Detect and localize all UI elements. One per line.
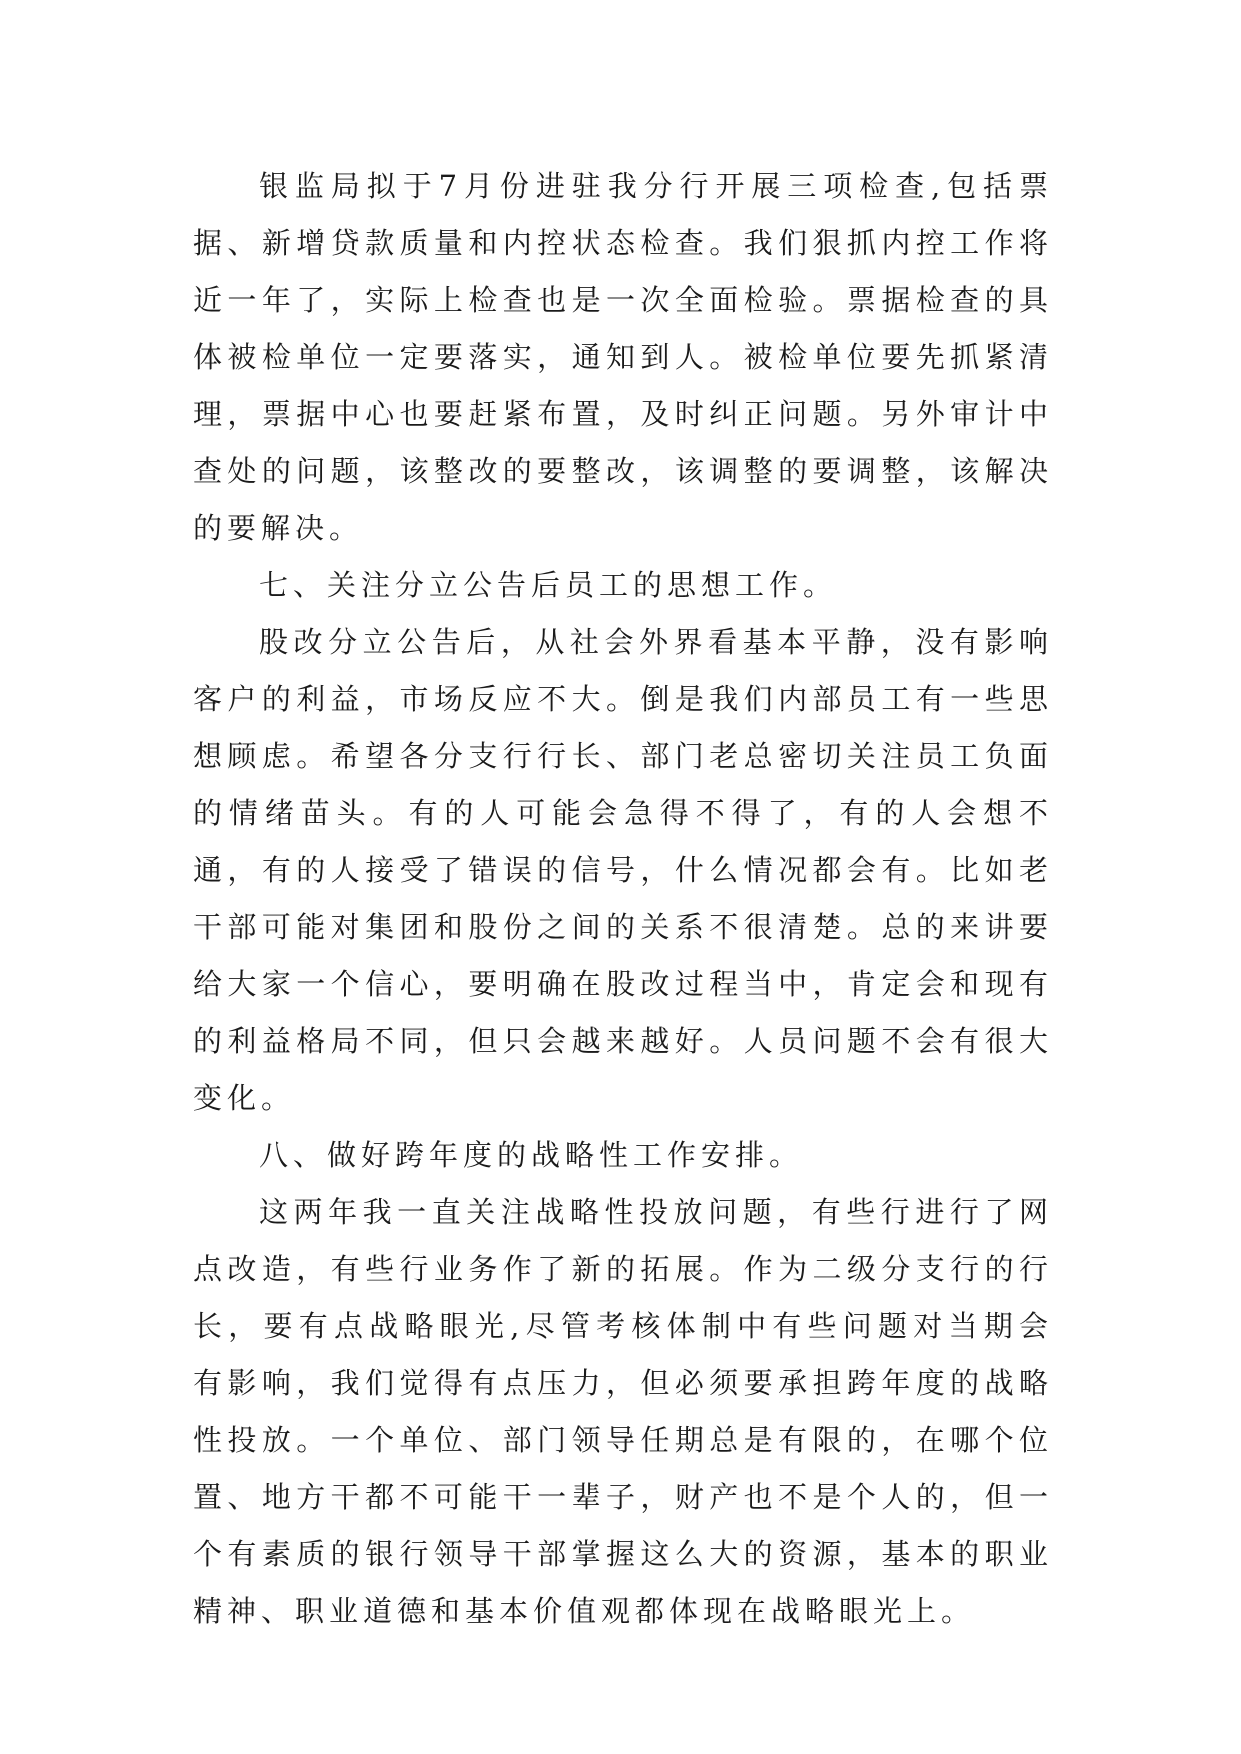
paragraph-strategic-planning: 这两年我一直关注战略性投放问题，有些行进行了网点改造，有些行业务作了新的拓展。作为二级分支行的行长，要有点战略眼光,尽管考核体制中有些问题对当期会有影响，我们觉得有点压力，但必须要承担跨年度的战略性投放。一个单位、部门领导任期总是有限的，在哪个位置、地方干都不可能干一辈子，财产也不是个人的，但一个有素质的银行领导干部掌握这么大的资源，基本的职业精神、职业道德和基本价值观都体现在战略眼光上。 — [193, 1195, 1053, 1628]
paragraph-inspection: 银监局拟于7月份进驻我分行开展三项检查,包括票据、新增贷款质量和内控状态检查。我们狠抓内控工作将近一年了，实际上检查也是一次全面检验。票据检查的具体被检单位一定要落实，通知到人。被检单位要先抓紧清理，票据中心也要赶紧布置，及时纠正问题。另外审计中查处的问题，该整改的要整改，该调整的要调整，该解决的要解决。 — [193, 169, 1053, 545]
section-heading-eight: 八、做好跨年度的战略性工作安排。 — [259, 1138, 804, 1172]
document-body — [193, 158, 1053, 1640]
paragraph-employee-thinking: 股改分立公告后，从社会外界看基本平静，没有影响客户的利益，市场反应不大。倒是我们内部员工有一些思想顾虑。希望各分支行行长、部门老总密切关注员工负面的情绪苗头。有的人可能会急得不得了，有的人会想不通，有的人接受了错误的信号，什么情况都会有。比如老干部可能对集团和股份之间的关系不很清楚。总的来讲要给大家一个信心，要明确在股改过程当中，肯定会和现有的利益格局不同，但只会越来越好。人员问题不会有很大变化。 — [193, 625, 1053, 1115]
section-heading-seven: 七、关注分立公告后员工的思想工作。 — [259, 568, 838, 602]
